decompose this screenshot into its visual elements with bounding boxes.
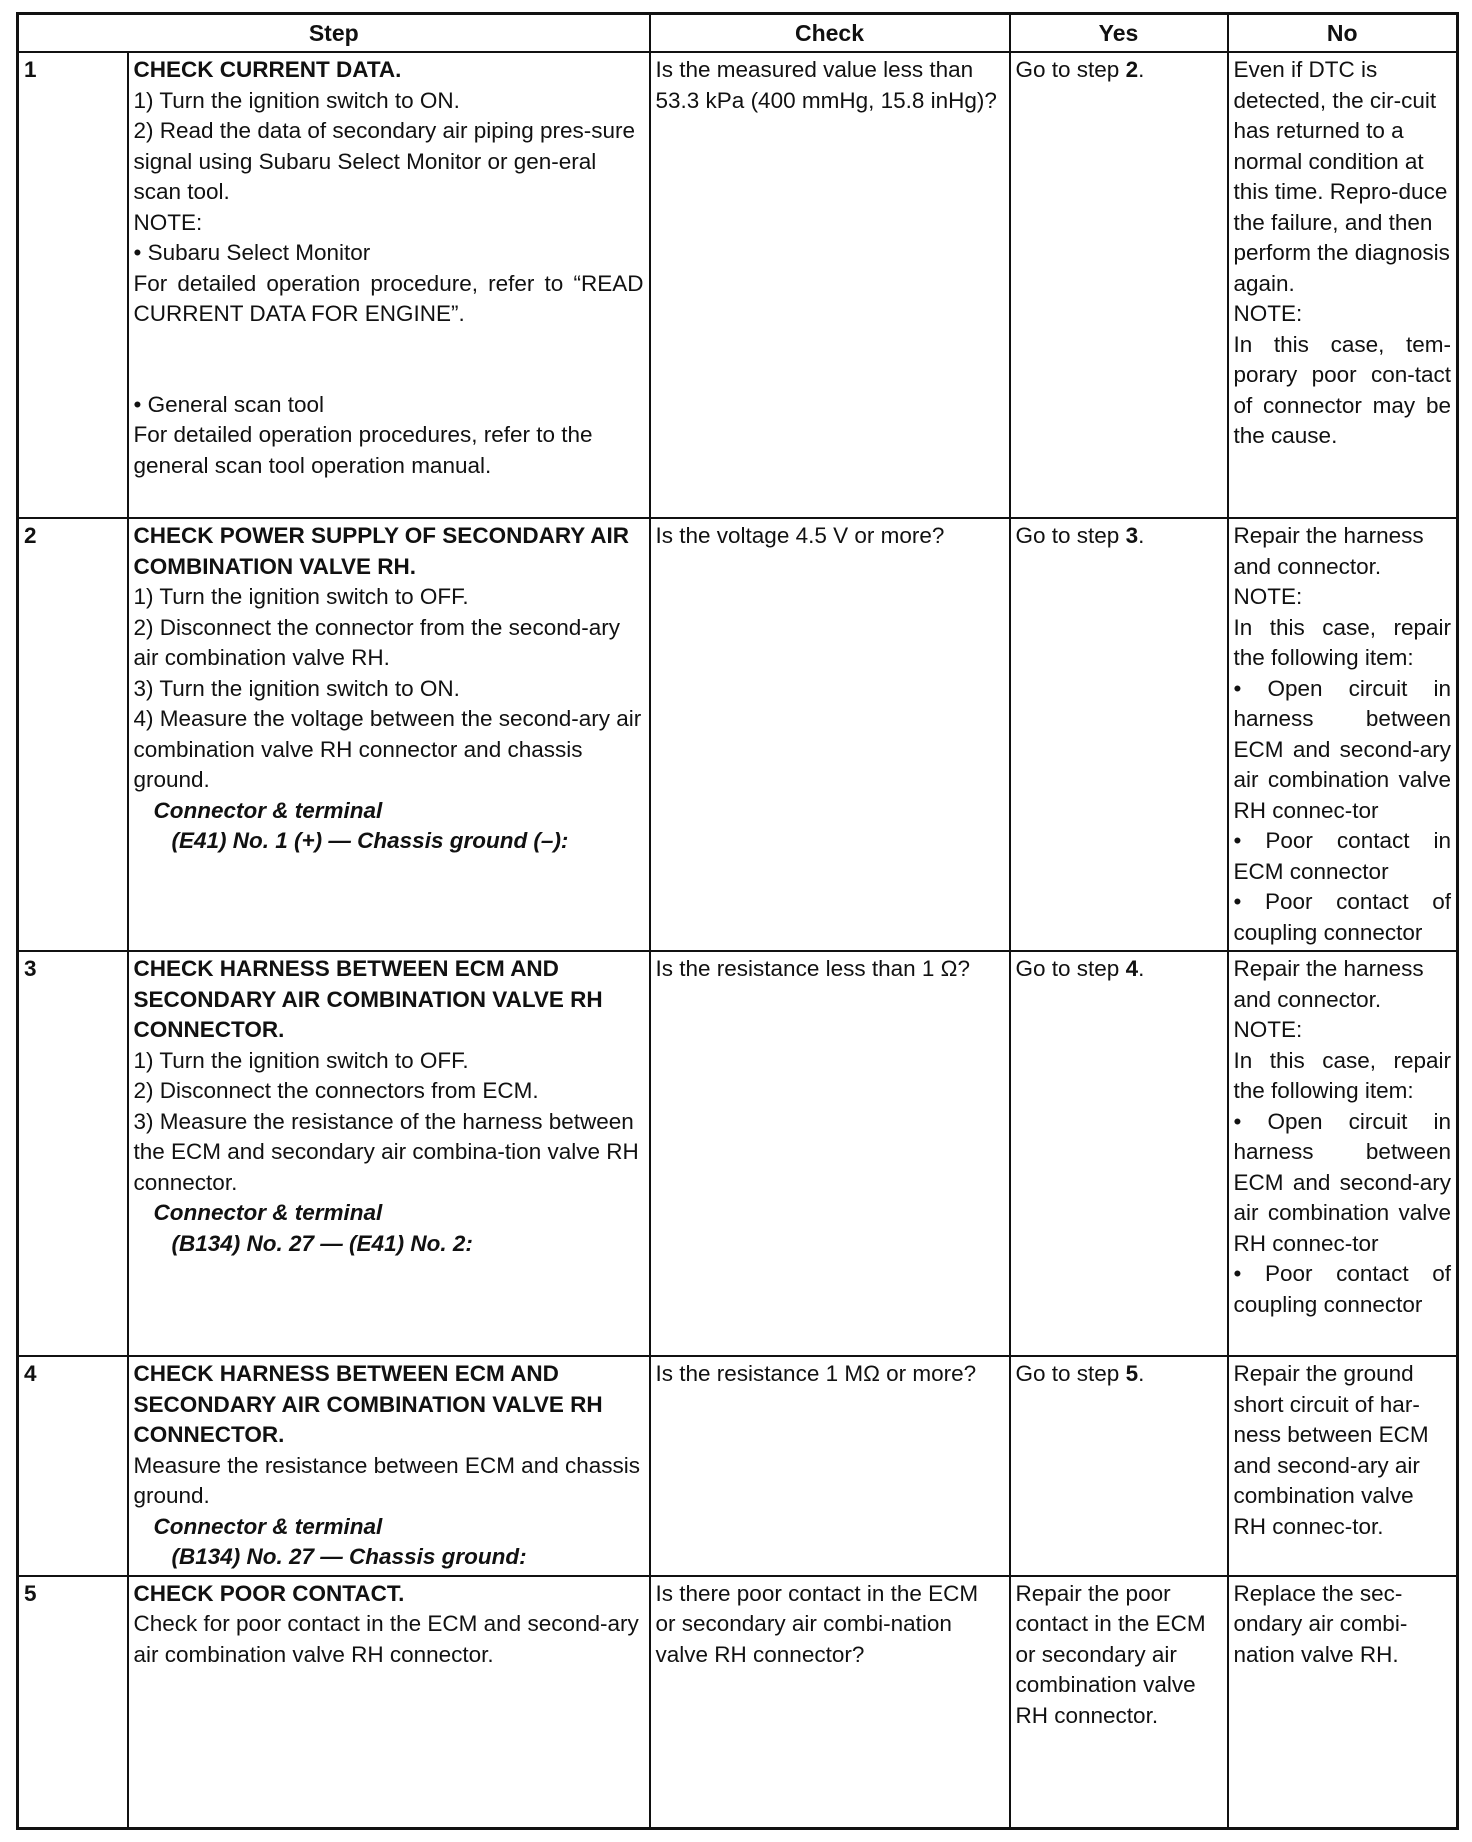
header-no: No bbox=[1228, 14, 1458, 53]
yes-cell bbox=[1010, 951, 1228, 1356]
step-line: 3) Measure the resistance of the harness between the ECM and secondary air combina-tion valve RH connector. bbox=[133, 1108, 639, 1195]
connector-label: Connector & terminal bbox=[153, 1513, 383, 1539]
step-cell bbox=[128, 951, 650, 1356]
no-item: • Open circuit in harness between ECM and second-ary air combination valve RH connec-tor bbox=[1233, 675, 1451, 823]
yes-prefix: Go to step bbox=[1015, 57, 1126, 82]
step-line: 1) Turn the ignition switch to OFF. bbox=[133, 1047, 469, 1073]
no-note-label: NOTE: bbox=[1233, 1017, 1303, 1042]
no-item: • Poor contact of coupling connector bbox=[1233, 889, 1451, 945]
connector-value: (E41) No. 1 (+) — Chassis ground (–): bbox=[171, 828, 569, 853]
step-line: 2) Disconnect the connectors from ECM. bbox=[133, 1078, 539, 1103]
step-number: 4 bbox=[18, 1356, 128, 1576]
table-row bbox=[18, 951, 1458, 1356]
yes-cell bbox=[1010, 52, 1228, 518]
step-line: Check for poor contact in the ECM and second-ary air combination valve RH connector. bbox=[133, 1611, 639, 1667]
step-line: For detailed operation procedure, refer to “READ CURRENT DATA FOR ENGINE”. bbox=[133, 270, 644, 326]
step-number: 1 bbox=[18, 52, 128, 518]
header-row bbox=[18, 14, 1458, 53]
step-line: • Subaru Select Monitor bbox=[133, 240, 371, 265]
check-cell: Is there poor contact in the ECM or secondary air combi-nation valve RH connector? bbox=[650, 1576, 1010, 1829]
no-item: • Poor contact in ECM connector bbox=[1233, 828, 1451, 884]
check-cell: Is the measured value less than 53.3 kPa (400 mmHg, 15.8 inHg)? bbox=[650, 52, 1010, 518]
step-line: • General scan tool bbox=[133, 391, 324, 417]
no-text: Repair the ground short circuit of har-ness between ECM and second-ary air combination valve RH connec-tor. bbox=[1233, 1361, 1429, 1539]
step-title: CHECK HARNESS BETWEEN ECM AND SECONDARY AIR COMBINATION VALVE RH CONNECTOR. bbox=[133, 1361, 603, 1447]
no-item: • Open circuit in harness between ECM and second-ary air combination valve RH connec-tor bbox=[1233, 1108, 1451, 1256]
step-title: CHECK POOR CONTACT. bbox=[133, 1580, 405, 1606]
step-line: Measure the resistance between ECM and chassis ground. bbox=[133, 1452, 641, 1508]
step-line: 2) Disconnect the connector from the second-ary air combination valve RH. bbox=[133, 614, 620, 670]
yes-step-link[interactable]: 3 bbox=[1125, 523, 1139, 548]
yes-step-link[interactable]: 5 bbox=[1125, 1361, 1139, 1386]
step-number: 3 bbox=[18, 951, 128, 1356]
no-cell bbox=[1228, 1576, 1458, 1829]
no-text: Replace the sec-ondary air combi-nation valve RH. bbox=[1233, 1580, 1408, 1667]
no-cell bbox=[1228, 52, 1458, 518]
spacer bbox=[134, 330, 644, 390]
yes-prefix: Go to step bbox=[1015, 956, 1126, 981]
no-cell bbox=[1228, 1356, 1458, 1576]
no-note-label: NOTE: bbox=[1233, 301, 1303, 326]
step-line: 2) Read the data of secondary air piping pres-sure signal using Subaru Select Monitor or gen-eral scan tool. bbox=[133, 118, 636, 204]
step-line: 4) Measure the voltage between the second-ary air combination valve RH connector and chassis ground. bbox=[133, 706, 642, 792]
connector-label: Connector & terminal bbox=[153, 797, 383, 823]
table-row bbox=[18, 52, 1458, 518]
check-cell: Is the voltage 4.5 V or more? bbox=[650, 518, 1010, 951]
no-note-text: In this case, tem-porary poor con-tact of connector may be the cause. bbox=[1233, 331, 1451, 448]
step-title: CHECK CURRENT DATA. bbox=[133, 57, 402, 82]
check-cell: Is the resistance 1 MΩ or more? bbox=[650, 1356, 1010, 1576]
table-row bbox=[18, 1576, 1458, 1829]
table-row bbox=[18, 1356, 1458, 1576]
no-item: • Poor contact of coupling connector bbox=[1233, 1261, 1451, 1317]
no-note-text: In this case, repair the following item: bbox=[1233, 1047, 1451, 1103]
no-cell bbox=[1228, 518, 1458, 951]
yes-cell bbox=[1010, 518, 1228, 951]
yes-suffix: . bbox=[1138, 57, 1145, 82]
step-cell bbox=[128, 1576, 650, 1829]
no-note-label: NOTE: bbox=[1233, 584, 1303, 609]
step-note-label: NOTE: bbox=[133, 209, 203, 235]
no-note-text: In this case, repair the following item: bbox=[1233, 614, 1451, 670]
no-text: Repair the harness and connector. bbox=[1233, 523, 1424, 579]
yes-step-link[interactable]: 4 bbox=[1125, 956, 1139, 981]
step-cell bbox=[128, 518, 650, 951]
no-cell bbox=[1228, 951, 1458, 1356]
step-line: 1) Turn the ignition switch to ON. bbox=[133, 87, 460, 113]
step-line: For detailed operation procedures, refer to the general scan tool operation manual. bbox=[133, 422, 593, 478]
header-step: Step bbox=[18, 14, 650, 53]
yes-prefix: Go to step bbox=[1015, 1361, 1126, 1386]
step-number: 2 bbox=[18, 518, 128, 951]
diagnosis-table bbox=[16, 12, 1459, 1830]
yes-suffix: . bbox=[1138, 523, 1145, 548]
no-text: Even if DTC is detected, the cir-cuit has returned to a normal condition at this time. Repro-duce the failure, and then perform the diagnosis again. bbox=[1233, 57, 1450, 296]
yes-suffix: . bbox=[1138, 956, 1145, 981]
header-check: Check bbox=[650, 14, 1010, 53]
step-line: 3) Turn the ignition switch to ON. bbox=[133, 675, 460, 701]
header-yes: Yes bbox=[1010, 14, 1228, 53]
table-row bbox=[18, 518, 1458, 951]
connector-label: Connector & terminal bbox=[153, 1200, 383, 1225]
yes-suffix: . bbox=[1138, 1361, 1145, 1386]
step-cell bbox=[128, 1356, 650, 1576]
step-line: 1) Turn the ignition switch to OFF. bbox=[133, 584, 469, 609]
connector-value: (B134) No. 27 — (E41) No. 2: bbox=[171, 1230, 473, 1256]
step-cell bbox=[128, 52, 650, 518]
yes-prefix: Go to step bbox=[1015, 523, 1126, 548]
no-text: Repair the harness and connector. bbox=[1233, 956, 1424, 1012]
yes-cell: Repair the poor contact in the ECM or secondary air combination valve RH connector. bbox=[1010, 1576, 1228, 1829]
connector-value: (B134) No. 27 — Chassis ground: bbox=[171, 1544, 527, 1569]
step-title: CHECK POWER SUPPLY OF SECONDARY AIR COMBINATION VALVE RH. bbox=[133, 523, 629, 579]
yes-step-link[interactable]: 2 bbox=[1125, 57, 1139, 82]
yes-cell bbox=[1010, 1356, 1228, 1576]
step-number: 5 bbox=[18, 1576, 128, 1829]
step-title: CHECK HARNESS BETWEEN ECM AND SECONDARY AIR COMBINATION VALVE RH CONNECTOR. bbox=[133, 956, 603, 1042]
check-cell: Is the resistance less than 1 Ω? bbox=[650, 951, 1010, 1356]
